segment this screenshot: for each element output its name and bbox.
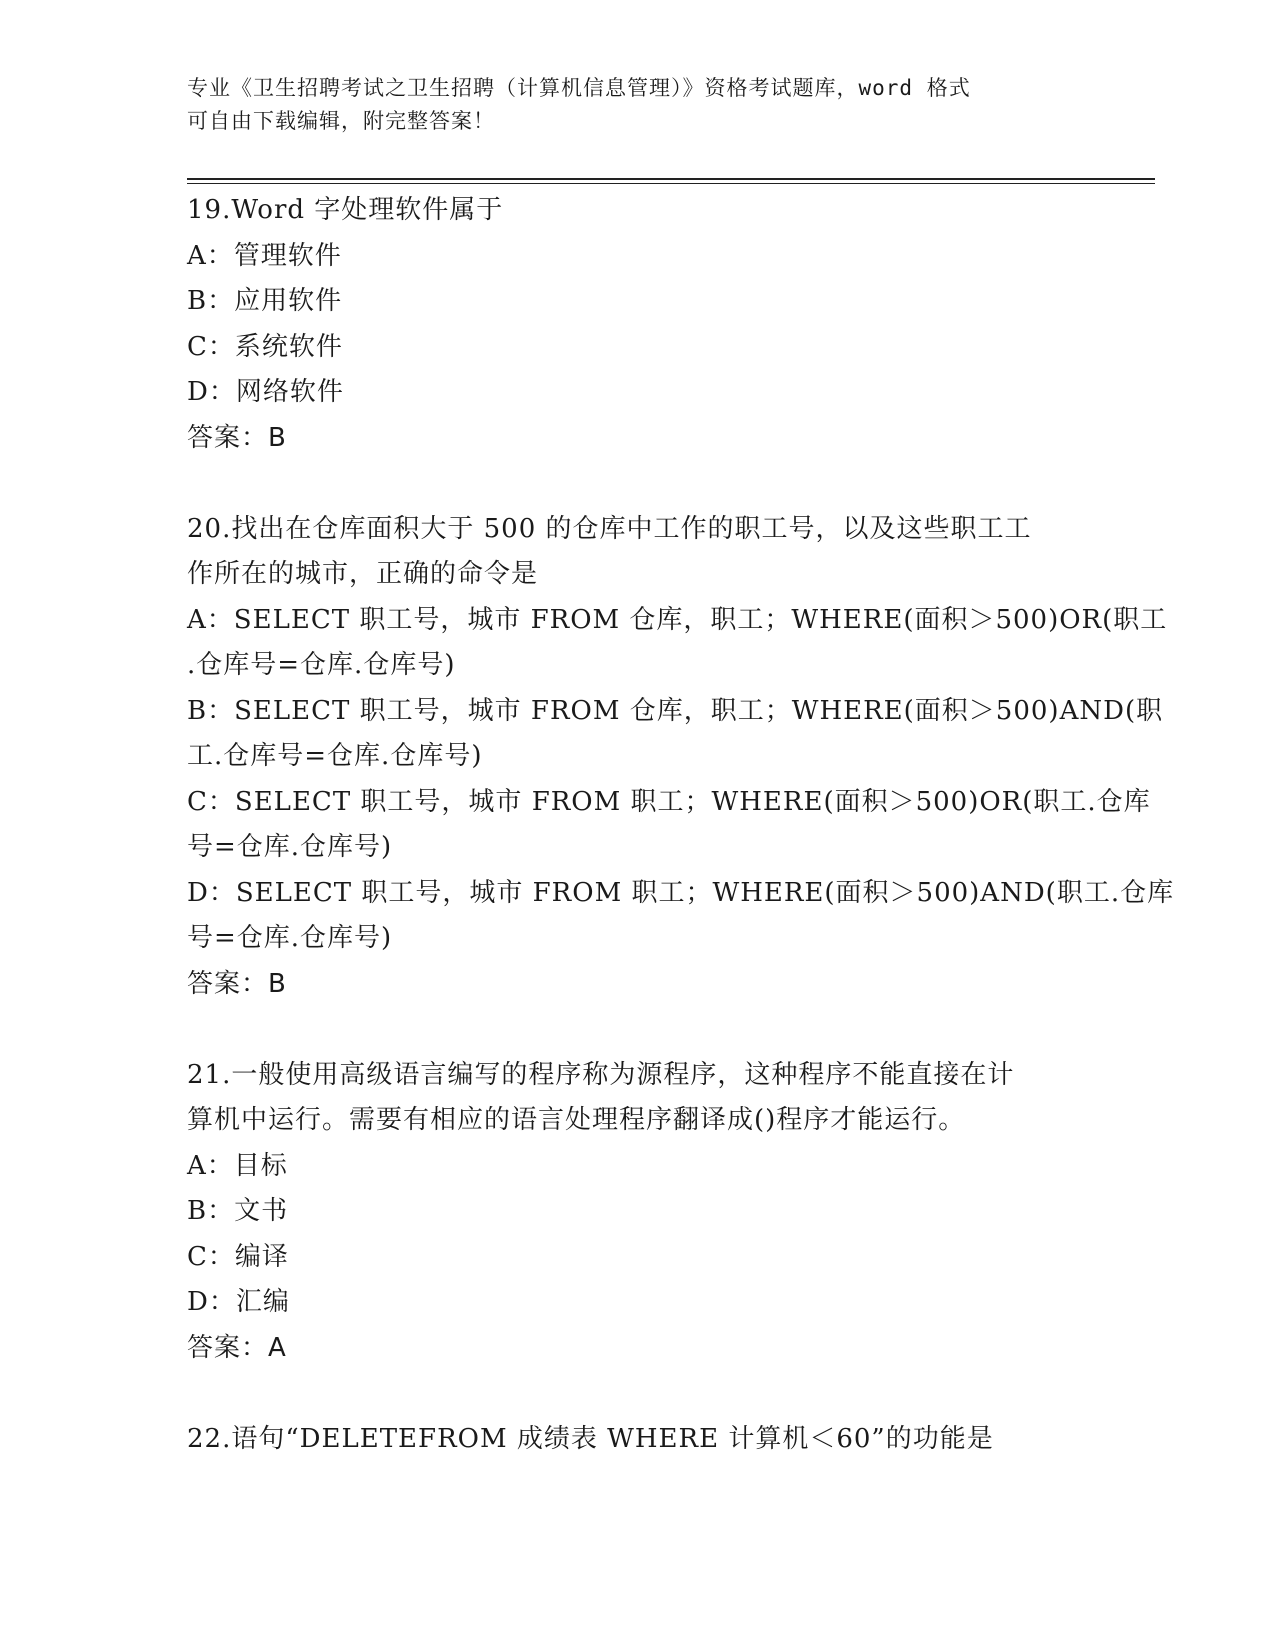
answer-line: 答案：A — [187, 1332, 287, 1363]
document-header — [187, 72, 1067, 138]
question-19 — [187, 188, 1087, 461]
question-spacer — [187, 1371, 1087, 1417]
question-stem: 22.语句“DELETEFROM 成绩表 WHERE 计算机＜60”的功能是 — [187, 1423, 994, 1454]
question-stem: 19.Word 字处理软件属于 — [187, 195, 504, 225]
option-c: C：系统软件 — [187, 331, 343, 362]
option-b-continued: 工.仓库号=仓库.仓库号) — [187, 741, 483, 771]
option-b: B：应用软件 — [187, 286, 343, 316]
header-divider-thin — [187, 183, 1155, 184]
option-d: D：SELECT 职工号，城市 FROM 职工；WHERE(面积＞500)AND(职工.仓库 — [187, 877, 1175, 908]
answer-line: 答案：B — [187, 422, 287, 453]
question-stem-continued: 作所在的城市，正确的命令是 — [187, 559, 539, 589]
question-stem: 20.找出在仓库面积大于 500 的仓库中工作的职工号，以及这些职工工 — [187, 513, 1032, 544]
option-d: D：汇编 — [187, 1287, 290, 1317]
option-a: A：管理软件 — [187, 240, 342, 271]
option-b: B：SELECT 职工号，城市 FROM 仓库，职工；WHERE(面积＞500)AND(职 — [187, 695, 1164, 726]
option-a: A：SELECT 职工号，城市 FROM 仓库，职工；WHERE(面积＞500)OR(职工 — [187, 604, 1168, 635]
question-spacer — [187, 461, 1087, 507]
header-divider-thick — [187, 178, 1155, 180]
question-spacer — [187, 1007, 1087, 1053]
header-line-1: 专业《卫生招聘考试之卫生招聘（计算机信息管理）》资格考试题库，word 格式 — [187, 76, 971, 100]
answer-line: 答案：B — [187, 968, 287, 999]
question-21 — [187, 1053, 1087, 1372]
option-d: D：网络软件 — [187, 377, 344, 407]
option-b: B：文书 — [187, 1196, 289, 1226]
question-stem: 21.一般使用高级语言编写的程序称为源程序，这种程序不能直接在计 — [187, 1059, 1015, 1090]
option-c: C：编译 — [187, 1241, 289, 1272]
question-22 — [187, 1417, 1087, 1463]
option-a-continued: .仓库号=仓库.仓库号) — [187, 650, 456, 680]
option-d-continued: 号=仓库.仓库号) — [187, 923, 393, 953]
option-c: C：SELECT 职工号，城市 FROM 职工；WHERE(面积＞500)OR(职工.仓库 — [187, 786, 1151, 817]
option-a: A：目标 — [187, 1150, 288, 1181]
question-list — [187, 188, 1175, 1462]
option-c-continued: 号=仓库.仓库号) — [187, 832, 393, 862]
header-line-2: 可自由下载编辑，附完整答案！ — [187, 109, 495, 133]
question-20 — [187, 507, 1175, 1008]
question-stem-continued: 算机中运行。需要有相应的语言处理程序翻译成()程序才能运行。 — [187, 1105, 966, 1135]
